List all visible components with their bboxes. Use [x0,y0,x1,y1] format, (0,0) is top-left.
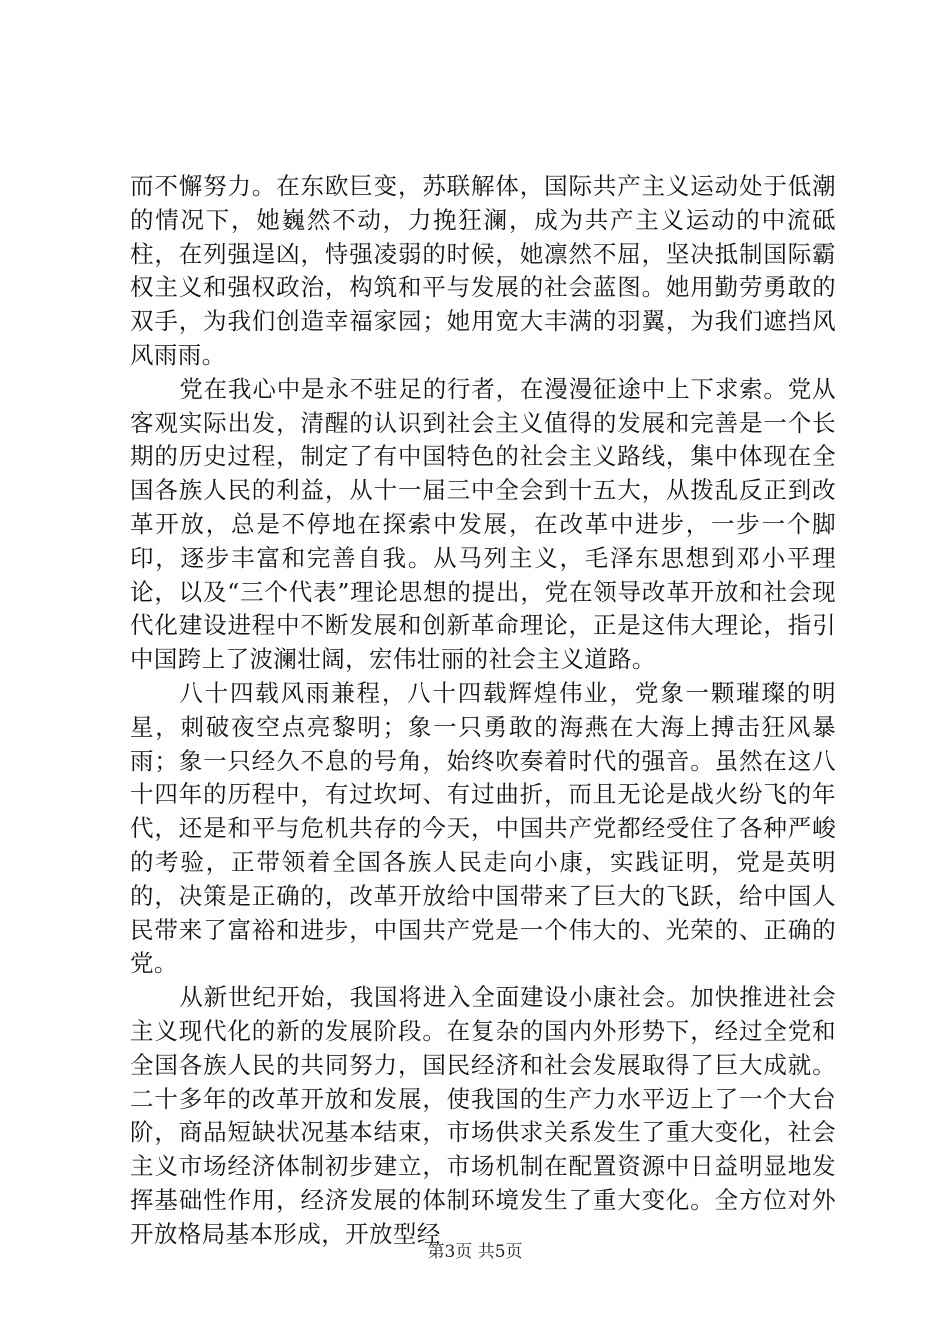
document-body [130,170,836,1252]
paragraph-continuation: 而不懈努力。在东欧巨变，苏联解体，国际共产主义运动处于低潮的情况下，她巍然不动，力挽狂澜，成为共产主义运动的中流砥柱，在列强逞凶，恃强凌弱的时候，她凛然不屈，坚决抵制国际霸权主义和强权政治，构筑和平与发展的社会蓝图。她用勤劳勇敢的双手，为我们创造幸福家园；她用宽大丰满的羽翼，为我们遮挡风风雨雨。 [130,172,836,369]
paragraph-eighty-four-years: 八十四载风雨兼程，八十四载辉煌伟业，党象一颗璀璨的明星，刺破夜空点亮黎明；象一只勇敢的海燕在大海上搏击狂风暴雨；象一只经久不息的号角，始终吹奏着时代的强音。虽然在这八十四年的历程中，有过坎坷、有过曲折，而且无论是战火纷飞的年代，还是和平与危机共存的今天，中国共产党都经受住了各种严峻的考验，正带领着全国各族人民走向小康，实践证明，党是英明的，决策是正确的，改革开放给中国带来了巨大的飞跃，给中国人民带来了富裕和进步，中国共产党是一个伟大的、光荣的、正确的党。 [130,678,836,978]
paragraph-new-century: 从新世纪开始，我国将进入全面建设小康社会。加快推进社会主义现代化的新的发展阶段。在复杂的国内外形势下，经过全党和全国各族人民的共同努力，国民经济和社会发展取得了巨大成就。二十多年的改革开放和发展，使我国的生产力水平迈上了一个大台阶，商品短缺状况基本结束，市场供求关系发生了重大变化，社会主义市场经济体制初步建立，市场机制在配置资源中日益明显地发挥基础性作用，经济发展的体制环境发生了重大变化。全方位对外开放格局基本形成，开放型经 [130,983,836,1248]
paragraph-party-traveler: 党在我心中是永不驻足的行者，在漫漫征途中上下求索。党从客观实际出发，清醒的认识到社会主义值得的发展和完善是一个长期的历史过程，制定了有中国特色的社会主义路线，集中体现在全国各族人民的利益，从十一届三中全会到十五大，从拨乱反正到改革开放，总是不停地在探索中发展，在改革中进步，一步一个脚印，逐步丰富和完善自我。从马列主义，毛泽东思想到邓小平理论，以及“三个代表”理论思想的提出，党在领导改革开放和社会现代化建设进程中不断发展和创新革命理论，正是这伟大理论，指引中国跨上了波澜壮阔，宏伟壮丽的社会主义道路。 [130,374,836,674]
page-number-footer: 第3页 共5页 [427,1242,523,1262]
